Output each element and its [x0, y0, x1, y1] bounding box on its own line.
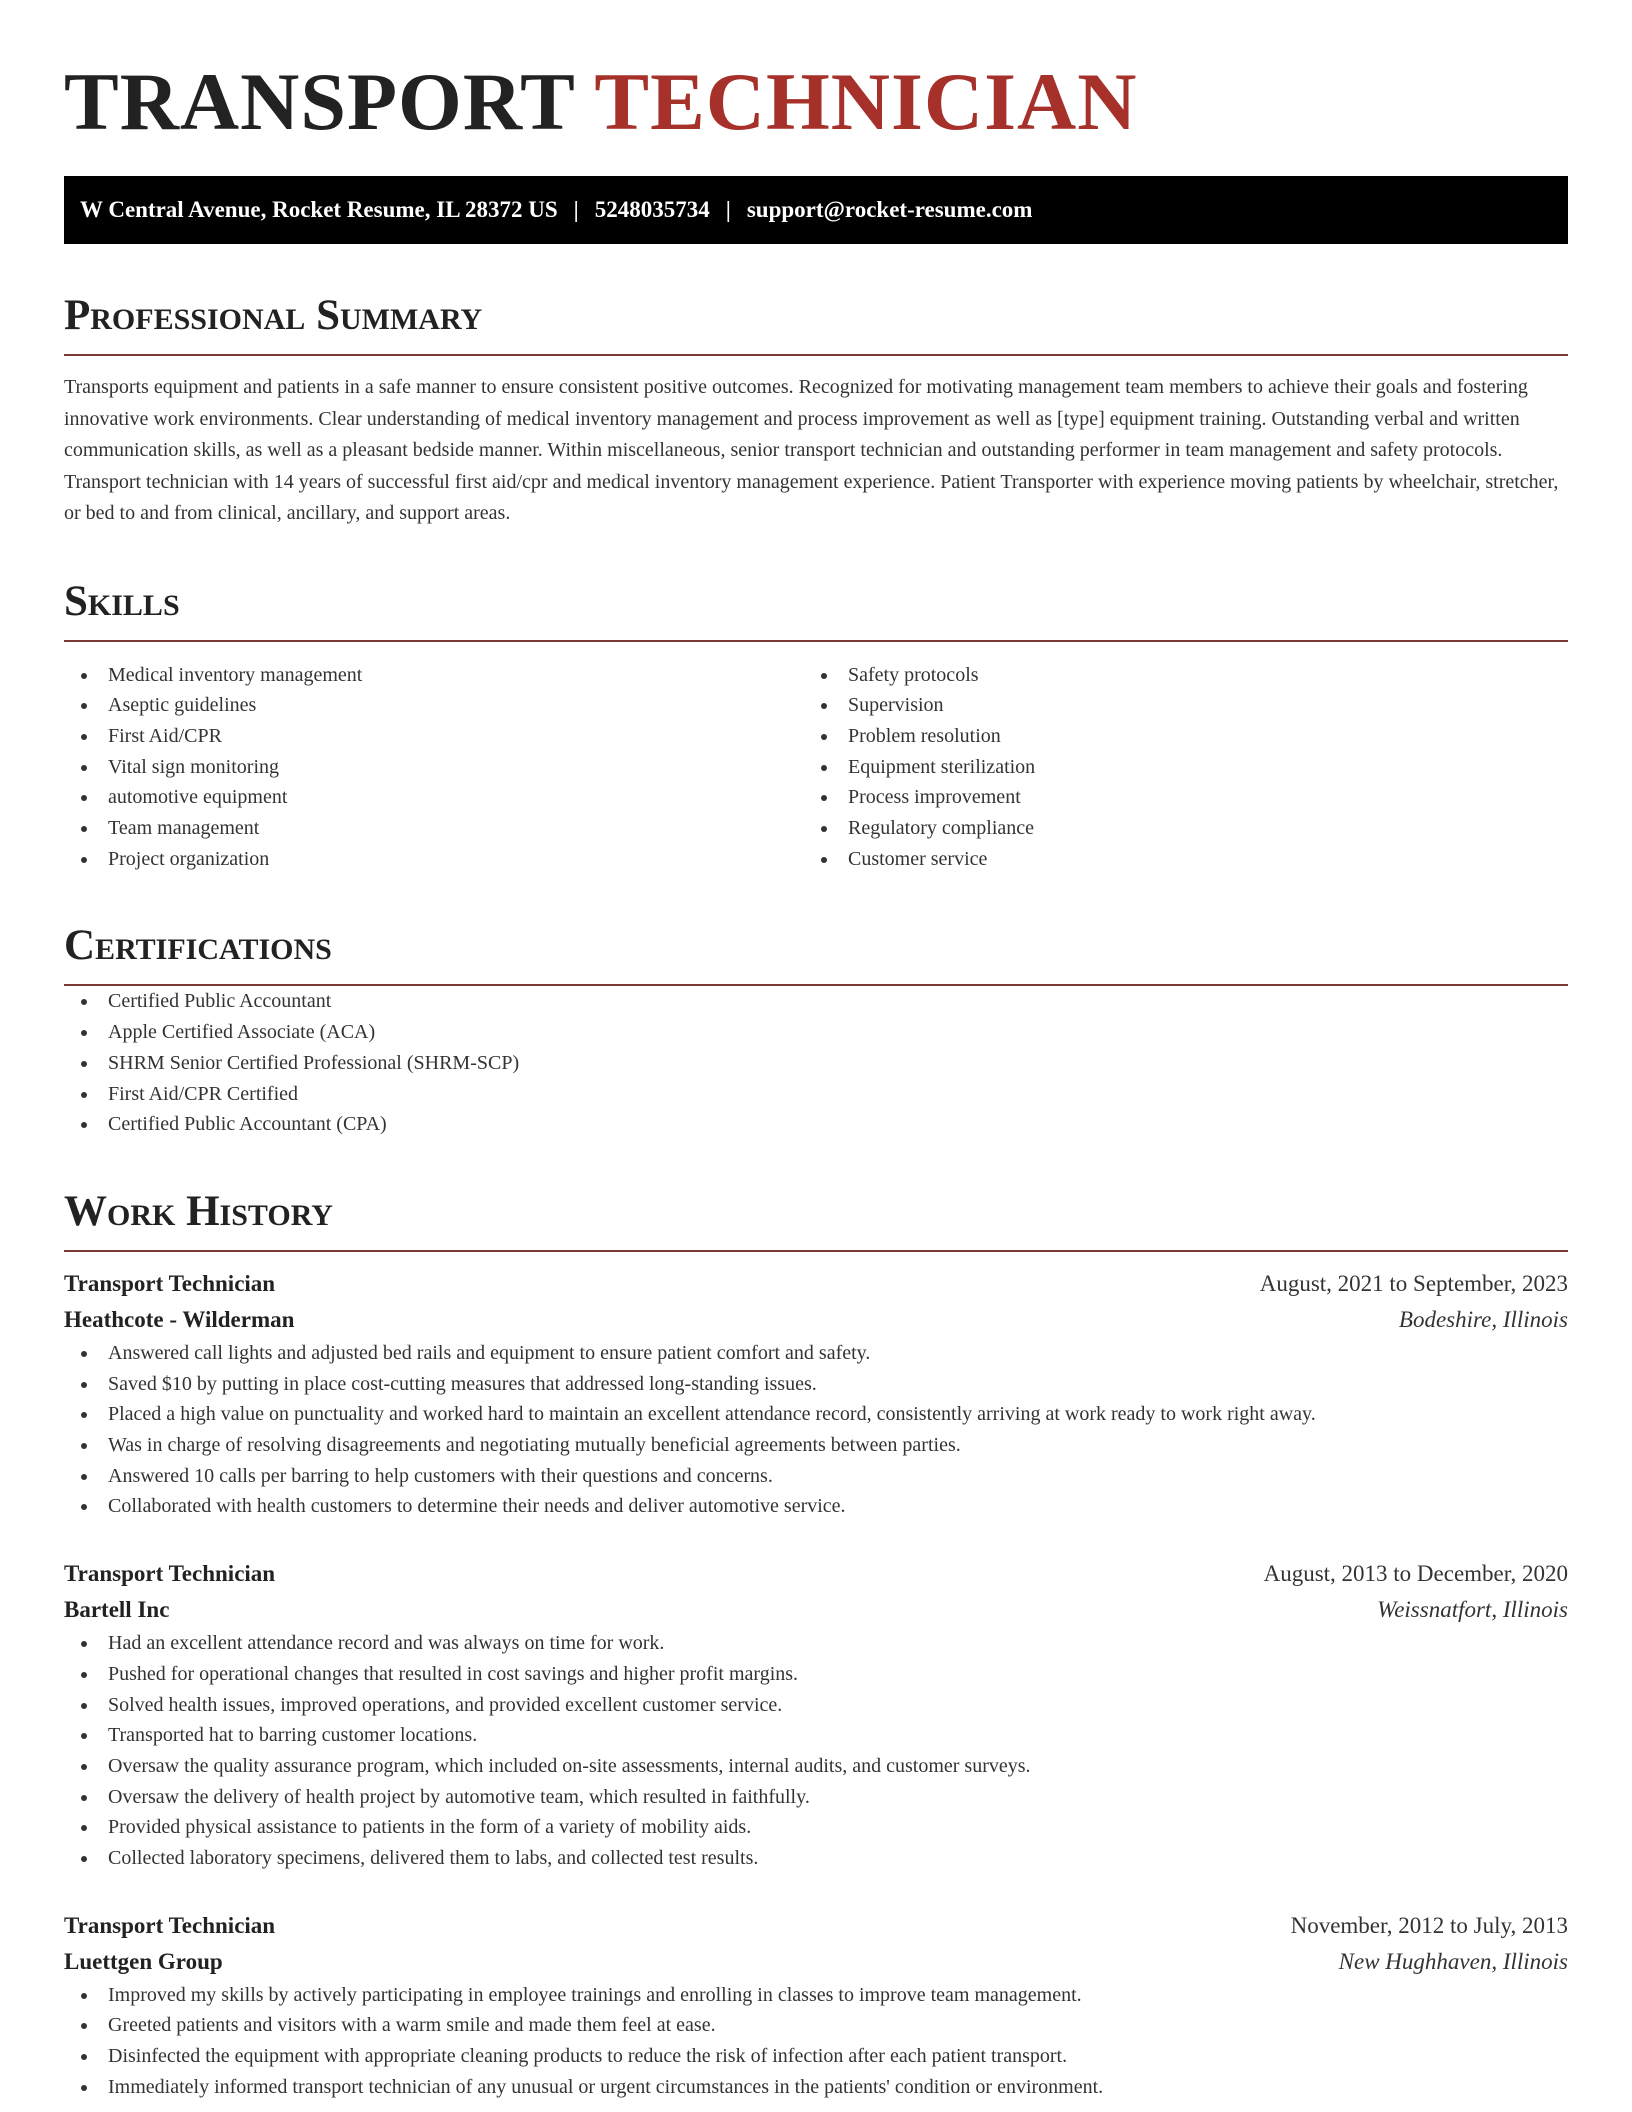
- job-entry: [64, 1266, 1568, 1522]
- skills-list-left: [64, 660, 804, 875]
- job-bullet: Solved health issues, improved operations, and provided excellent customer service.: [64, 1690, 1568, 1721]
- job-header-row: [64, 1266, 1568, 1302]
- job-bullets: [64, 1628, 1568, 1874]
- skill-item: Regulatory compliance: [804, 813, 1568, 844]
- job-bullet: Immediately informed transport technician of any unusual or urgent circumstances in the patients' condition or environment.: [64, 2072, 1568, 2103]
- job-bullet: Greeted patients and visitors with a warm smile and made them feel at ease.: [64, 2010, 1568, 2041]
- skill-item: Medical inventory management: [64, 660, 804, 691]
- contact-bar: [64, 176, 1568, 244]
- job-location: Bodeshire, Illinois: [1398, 1306, 1568, 1332]
- skills-list-right: [804, 660, 1568, 875]
- job-bullet: Oversaw the delivery of health project by automotive team, which resulted in faithfully.: [64, 1782, 1568, 1813]
- skill-item: Equipment sterilization: [804, 752, 1568, 783]
- job-bullet: Disinfected the equipment with appropriate cleaning products to reduce the risk of infection after each patient transport.: [64, 2041, 1568, 2072]
- skill-item: Aseptic guidelines: [64, 690, 804, 721]
- certification-item: Apple Certified Associate (ACA): [64, 1017, 1568, 1048]
- certification-item: SHRM Senior Certified Professional (SHRM-SCP): [64, 1048, 1568, 1079]
- job-bullet: Collected laboratory specimens, delivered them to labs, and collected test results.: [64, 1843, 1568, 1874]
- skill-item: Process improvement: [804, 782, 1568, 813]
- job-company: Heathcote - Wilderman: [64, 1306, 295, 1332]
- certifications-list: [64, 986, 1568, 1140]
- skill-item: Vital sign monitoring: [64, 752, 804, 783]
- skill-item: Customer service: [804, 844, 1568, 875]
- skill-item: First Aid/CPR: [64, 721, 804, 752]
- job-company-row: [64, 1592, 1568, 1628]
- contact-phone: 5248035734: [594, 197, 710, 222]
- job-bullet: Collaborated with health customers to determine their needs and deliver automotive service.: [64, 1491, 1568, 1522]
- skill-item: Safety protocols: [804, 660, 1568, 691]
- contact-address: W Central Avenue, Rocket Resume, IL 28372 US: [80, 197, 558, 222]
- skills-heading: Skills: [64, 576, 1568, 642]
- job-bullet: Provided physical assistance to patients in the form of a variety of mobility aids.: [64, 1812, 1568, 1843]
- job-bullet: Improved my skills by actively participating in employee trainings and enrolling in classes to improve team management.: [64, 1980, 1568, 2011]
- job-company-row: [64, 1944, 1568, 1980]
- skills-grid: [64, 660, 1568, 875]
- job-entry: [64, 1908, 1568, 2103]
- skill-item: Team management: [64, 813, 804, 844]
- job-dates: November, 2012 to July, 2013: [1290, 1912, 1568, 1938]
- skill-item: automotive equipment: [64, 782, 804, 813]
- certification-item: Certified Public Accountant: [64, 986, 1568, 1017]
- job-title: Transport Technician: [64, 1561, 276, 1587]
- job-bullet: Transported hat to barring customer locations.: [64, 1720, 1568, 1751]
- job-location: New Hughhaven, Illinois: [1338, 1948, 1568, 1974]
- job-company: Bartell Inc: [64, 1597, 170, 1623]
- job-bullets: [64, 1338, 1568, 1522]
- skill-item: Supervision: [804, 690, 1568, 721]
- work-history-heading: Work History: [64, 1186, 1568, 1252]
- certification-item: First Aid/CPR Certified: [64, 1079, 1568, 1110]
- job-company-row: [64, 1302, 1568, 1338]
- skill-item: Problem resolution: [804, 721, 1568, 752]
- certifications-heading: Certifications: [64, 920, 1568, 986]
- job-header-row: [64, 1556, 1568, 1592]
- job-company: Luettgen Group: [64, 1948, 223, 1974]
- contact-email: support@rocket-resume.com: [746, 197, 1033, 222]
- certification-item: Certified Public Accountant (CPA): [64, 1109, 1568, 1140]
- name-last: TECHNICIAN: [594, 56, 1138, 147]
- skill-item: Project organization: [64, 844, 804, 875]
- job-bullet: Pushed for operational changes that resulted in cost savings and higher profit margins.: [64, 1659, 1568, 1690]
- job-dates: August, 2021 to September, 2023: [1259, 1270, 1568, 1296]
- job-header-row: [64, 1908, 1568, 1944]
- job-bullets: [64, 1980, 1568, 2103]
- resume-name: [64, 56, 1568, 148]
- job-bullet: Answered call lights and adjusted bed rails and equipment to ensure patient comfort and safety.: [64, 1338, 1568, 1369]
- job-bullet: Answered 10 calls per barring to help customers with their questions and concerns.: [64, 1461, 1568, 1492]
- job-entry: [64, 1556, 1568, 1874]
- name-first: TRANSPORT: [64, 56, 575, 147]
- job-bullet: Had an excellent attendance record and was always on time for work.: [64, 1628, 1568, 1659]
- contact-separator: |: [725, 197, 731, 222]
- job-location: Weissnatfort, Illinois: [1377, 1597, 1568, 1623]
- job-bullet: Oversaw the quality assurance program, which included on-site assessments, internal audits, and customer surveys.: [64, 1751, 1568, 1782]
- job-bullet: Was in charge of resolving disagreements and negotiating mutually beneficial agreements between parties.: [64, 1430, 1568, 1461]
- job-bullet: Placed a high value on punctuality and worked hard to maintain an excellent attendance record, consistently arriving at work ready to work right away.: [64, 1399, 1568, 1430]
- summary-heading: Professional Summary: [64, 290, 1568, 356]
- job-title: Transport Technician: [64, 1912, 276, 1938]
- summary-text: Transports equipment and patients in a safe manner to ensure consistent positive outcomes. Recognized for motivating management team members to achieve their goals and fostering innovative work environments. Clear understanding of medical inventory management and process improvement as well as [type] equipment training. Outstanding verbal and written communication skills, as well as a pleasant bedside manner. Within miscellaneous, senior transport technician and outstanding performer in team management and safety protocols. Transport technician with 14 years of successful first aid/cpr and medical inventory management experience. Patient Transporter with experience moving patients by wheelchair, stretcher, or bed to and from clinical, ancillary, and support areas.: [64, 376, 1559, 524]
- job-bullet: Saved $10 by putting in place cost-cutting measures that addressed long-standing issues.: [64, 1369, 1568, 1400]
- job-title: Transport Technician: [64, 1270, 276, 1296]
- contact-separator: |: [573, 197, 579, 222]
- job-dates: August, 2013 to December, 2020: [1263, 1561, 1568, 1587]
